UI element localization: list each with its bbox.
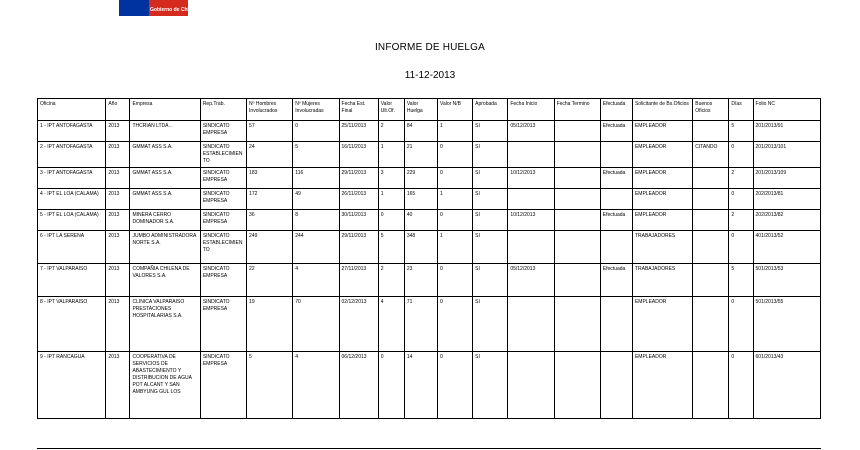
table-cell	[693, 264, 729, 297]
table-cell	[554, 231, 600, 264]
table-cell	[554, 142, 600, 168]
table-cell: SINDICATO EMPRESA	[200, 189, 246, 210]
table-cell: 0	[729, 142, 753, 168]
table-cell: 2013	[106, 210, 130, 231]
table-cell: Efectuada	[600, 264, 632, 297]
table-cell: 2013	[106, 168, 130, 189]
table-cell: 49	[293, 189, 339, 210]
table-cell: 2013	[106, 264, 130, 297]
table-cell: 0	[378, 352, 404, 419]
table-cell: THCRIAN LTDA. .	[130, 121, 200, 142]
table-cell: 25/11/2013	[339, 121, 378, 142]
table-cell: 229	[404, 168, 437, 189]
table-cell: 2013	[106, 297, 130, 352]
table-row	[38, 264, 821, 297]
table-cell: 0	[729, 352, 753, 419]
table-cell: 0	[437, 210, 472, 231]
table-cell: 5	[378, 231, 404, 264]
table-cell	[693, 210, 729, 231]
report-date: 11-12-2013	[404, 70, 456, 81]
table-cell: 19	[247, 297, 293, 352]
table-row	[38, 142, 821, 168]
table-cell: MINERA CERRO DOMINADOR S.A.	[130, 210, 200, 231]
table-cell: SINDICATO EMPRESA	[200, 264, 246, 297]
table-cell: 1 - IPT ANTOFAGASTA	[38, 121, 106, 142]
table-row	[38, 121, 821, 142]
table-cell	[693, 189, 729, 210]
table-cell: 10/12/2013	[508, 210, 554, 231]
table-cell: 3	[378, 168, 404, 189]
table-cell: SI	[473, 168, 508, 189]
table-row	[38, 352, 821, 419]
page-bottom-rule	[37, 448, 821, 449]
table-cell: CITANDO	[693, 142, 729, 168]
table-cell: 8	[293, 210, 339, 231]
table-cell: 9 - IPT RANCAGUA	[38, 352, 106, 419]
table-cell: 21	[404, 142, 437, 168]
table-cell: 2013	[106, 352, 130, 419]
table-cell: 5	[729, 121, 753, 142]
column-header: Nº Hombres Involucrados	[247, 99, 293, 121]
table-cell: 3 - IPT ANTOFAGASTA	[38, 168, 106, 189]
table-cell: EMPLEADOR	[632, 352, 692, 419]
table-cell: 4	[378, 297, 404, 352]
table-cell: GMMAT ASS S.A.	[130, 189, 200, 210]
table-cell	[600, 352, 632, 419]
table-cell	[554, 210, 600, 231]
table-cell: SI	[473, 352, 508, 419]
table-cell: 5	[247, 352, 293, 419]
table-cell: 0	[437, 168, 472, 189]
table-cell: 26/11/2013	[339, 189, 378, 210]
table-cell: SINDICATO EMPRESA	[200, 297, 246, 352]
table-cell	[554, 189, 600, 210]
table-cell: 2013	[106, 121, 130, 142]
table-cell: 1	[437, 121, 472, 142]
table-cell: EMPLEADOR	[632, 142, 692, 168]
table-cell: SI	[473, 297, 508, 352]
table-cell: 0	[437, 142, 472, 168]
table-cell: SI	[473, 142, 508, 168]
table-cell: 401/2013/52	[753, 231, 820, 264]
column-header: Fecha Termino	[554, 99, 600, 121]
table-cell: 2 - IPT ANTOFAGASTA	[38, 142, 106, 168]
government-logo	[119, 0, 194, 16]
table-cell: 165	[404, 189, 437, 210]
column-header: Aprobada	[473, 99, 508, 121]
table-cell: 36	[247, 210, 293, 231]
table-cell	[554, 168, 600, 189]
table-cell	[554, 352, 600, 419]
table-cell: 183	[247, 168, 293, 189]
table-cell	[508, 189, 554, 210]
table-cell: 501/2013/55	[753, 297, 820, 352]
table-cell: 0	[729, 189, 753, 210]
table-cell: 70	[293, 297, 339, 352]
table-cell: 1	[378, 189, 404, 210]
table-cell: GMMAT ASS S.A.	[130, 168, 200, 189]
column-header: Efectuada	[600, 99, 632, 121]
table-cell: 7 - IPT VALPARAISO	[38, 264, 106, 297]
table-cell: 1	[437, 231, 472, 264]
table-row	[38, 231, 821, 264]
table-cell: 84	[404, 121, 437, 142]
table-cell: 2013	[106, 189, 130, 210]
table-cell: 24	[247, 142, 293, 168]
table-cell: 0	[729, 297, 753, 352]
table-cell: 1	[437, 189, 472, 210]
table-cell: EMPLEADOR	[632, 189, 692, 210]
table-cell	[693, 231, 729, 264]
table-cell: EMPLEADOR	[632, 168, 692, 189]
column-header: Valor Ult.Of.	[378, 99, 404, 121]
table-cell: COMPAÑIA CHILENA DE VALORES S.A.	[130, 264, 200, 297]
table-cell: 5	[729, 264, 753, 297]
table-cell	[693, 352, 729, 419]
table-cell	[508, 142, 554, 168]
table-cell	[600, 142, 632, 168]
table-cell: 348	[404, 231, 437, 264]
table-cell: SINDICATO EMPRESA	[200, 352, 246, 419]
table-row	[38, 168, 821, 189]
table-cell: 2013	[106, 231, 130, 264]
column-header: Valor N/B	[437, 99, 472, 121]
table-cell: TRABAJADORES	[632, 264, 692, 297]
table-cell: 10/12/2013	[508, 168, 554, 189]
table-cell: 29/11/2013	[339, 168, 378, 189]
table-cell: EMPLEADOR	[632, 121, 692, 142]
table-cell: TRABAJADORES	[632, 231, 692, 264]
table-cell: 4	[293, 264, 339, 297]
table-cell: 30/11/2013	[339, 210, 378, 231]
table-cell: 4 - IPT EL LOA (CALAMA)	[38, 189, 106, 210]
table-cell	[600, 297, 632, 352]
table-row	[38, 189, 821, 210]
table-cell	[693, 168, 729, 189]
column-header: Oficina	[38, 99, 106, 121]
table-cell: 57	[247, 121, 293, 142]
table-cell: 244	[293, 231, 339, 264]
table-cell: SI	[473, 210, 508, 231]
table-cell	[554, 264, 600, 297]
table-cell: SI	[473, 231, 508, 264]
table-cell: 249	[247, 231, 293, 264]
report-title: INFORME DE HUELGA	[374, 42, 486, 53]
table-row	[38, 297, 821, 352]
table-cell: 201/2013/109	[753, 168, 820, 189]
table-cell: 0	[437, 264, 472, 297]
table-cell: EMPLEADOR	[632, 297, 692, 352]
table-cell: 202/2013/81	[753, 189, 820, 210]
column-header: Fecha Est. Final	[339, 99, 378, 121]
table-cell: COOPERATIVA DE SERVICIOS DE ABASTECIMIENTO Y DISTRIBUCION DE AGUA POT ALCANT Y SAN AMBYUNG GUL LOS	[130, 352, 200, 419]
table-header-row	[38, 99, 821, 121]
table-cell: 23	[404, 264, 437, 297]
table-cell: 2	[378, 121, 404, 142]
table-cell: 29/11/2013	[339, 231, 378, 264]
table-cell: 5 - IPT EL LOA (CALAMA)	[38, 210, 106, 231]
table-cell: 0	[437, 297, 472, 352]
column-header: Buenos Oficios	[693, 99, 729, 121]
table-cell: Efectuada	[600, 168, 632, 189]
table-cell: 27/11/2013	[339, 264, 378, 297]
table-cell: CLINICA VALPARAISO PRESTACIONES HOSPITALARIAS S.A.	[130, 297, 200, 352]
strike-report-table	[37, 98, 821, 419]
table-cell: 1	[378, 142, 404, 168]
table-cell: 5	[293, 142, 339, 168]
column-header: Días	[729, 99, 753, 121]
table-cell: SI	[473, 264, 508, 297]
table-cell: 0	[293, 121, 339, 142]
table-cell: SINDICATO EMPRESA	[200, 121, 246, 142]
table-cell: 14	[404, 352, 437, 419]
column-header: Año	[106, 99, 130, 121]
table-cell: 201/2013/101	[753, 142, 820, 168]
column-header: Valor Huelga	[404, 99, 437, 121]
table-cell: 601/2013/43	[753, 352, 820, 419]
table-cell: 05/12/2013	[508, 264, 554, 297]
table-cell: 4	[293, 352, 339, 419]
table-cell: 22	[247, 264, 293, 297]
column-header: Fecha Inicio	[508, 99, 554, 121]
table-cell: SI	[473, 121, 508, 142]
table-cell: 202/2013/82	[753, 210, 820, 231]
table-cell	[693, 121, 729, 142]
table-cell: SINDICATO EMPRESA	[200, 210, 246, 231]
table-cell: 2013	[106, 142, 130, 168]
table-cell: 2	[729, 210, 753, 231]
table-cell	[600, 231, 632, 264]
table-cell: 2	[729, 168, 753, 189]
table-cell: 0	[378, 210, 404, 231]
table-cell: 116	[293, 168, 339, 189]
table-cell: 05/12/2013	[508, 121, 554, 142]
table-cell: Efectuada	[600, 121, 632, 142]
column-header: Folio NC	[753, 99, 820, 121]
table-cell: 0	[729, 231, 753, 264]
table-cell	[508, 231, 554, 264]
table-cell: EMPLEADOR	[632, 210, 692, 231]
table-cell: 501/2013/53	[753, 264, 820, 297]
table-cell: GMMAT ASS S.A.	[130, 142, 200, 168]
table-cell: 6 - IPT LA SERENA	[38, 231, 106, 264]
column-header: Rep.Trab.	[200, 99, 246, 121]
table-cell: 2	[378, 264, 404, 297]
table-cell: 172	[247, 189, 293, 210]
table-cell: 201/2013/91	[753, 121, 820, 142]
table-cell: 71	[404, 297, 437, 352]
table-row	[38, 210, 821, 231]
table-cell: 0	[437, 352, 472, 419]
table-cell: SINDICATO EMPRESA	[200, 168, 246, 189]
table-cell	[693, 297, 729, 352]
table-cell	[554, 121, 600, 142]
table-cell: JUMBO ADMINISTRADORA NORTE S.A.	[130, 231, 200, 264]
table-cell	[508, 352, 554, 419]
table-cell: SINDICATO ESTABLECIMIENTO	[200, 231, 246, 264]
table-cell: 02/12/2013	[339, 297, 378, 352]
column-header: Nº Mujeres Involucradas	[293, 99, 339, 121]
table-cell: 8 - IPT VALPARAISO	[38, 297, 106, 352]
column-header: Empresa	[130, 99, 200, 121]
table-cell: SINDICATO ESTABLECIMIENTO	[200, 142, 246, 168]
table-cell: Efectuada	[600, 210, 632, 231]
column-header: Solicitante de Bs.Oficios	[632, 99, 692, 121]
table-cell	[508, 297, 554, 352]
table-cell	[600, 189, 632, 210]
table-cell: SI	[473, 189, 508, 210]
table-cell: 16/11/2013	[339, 142, 378, 168]
logo-text: Gobierno de Chile	[150, 7, 194, 13]
logo-blue-block	[119, 0, 149, 16]
table-cell	[554, 297, 600, 352]
table-cell: 06/12/2013	[339, 352, 378, 419]
table-cell: 40	[404, 210, 437, 231]
